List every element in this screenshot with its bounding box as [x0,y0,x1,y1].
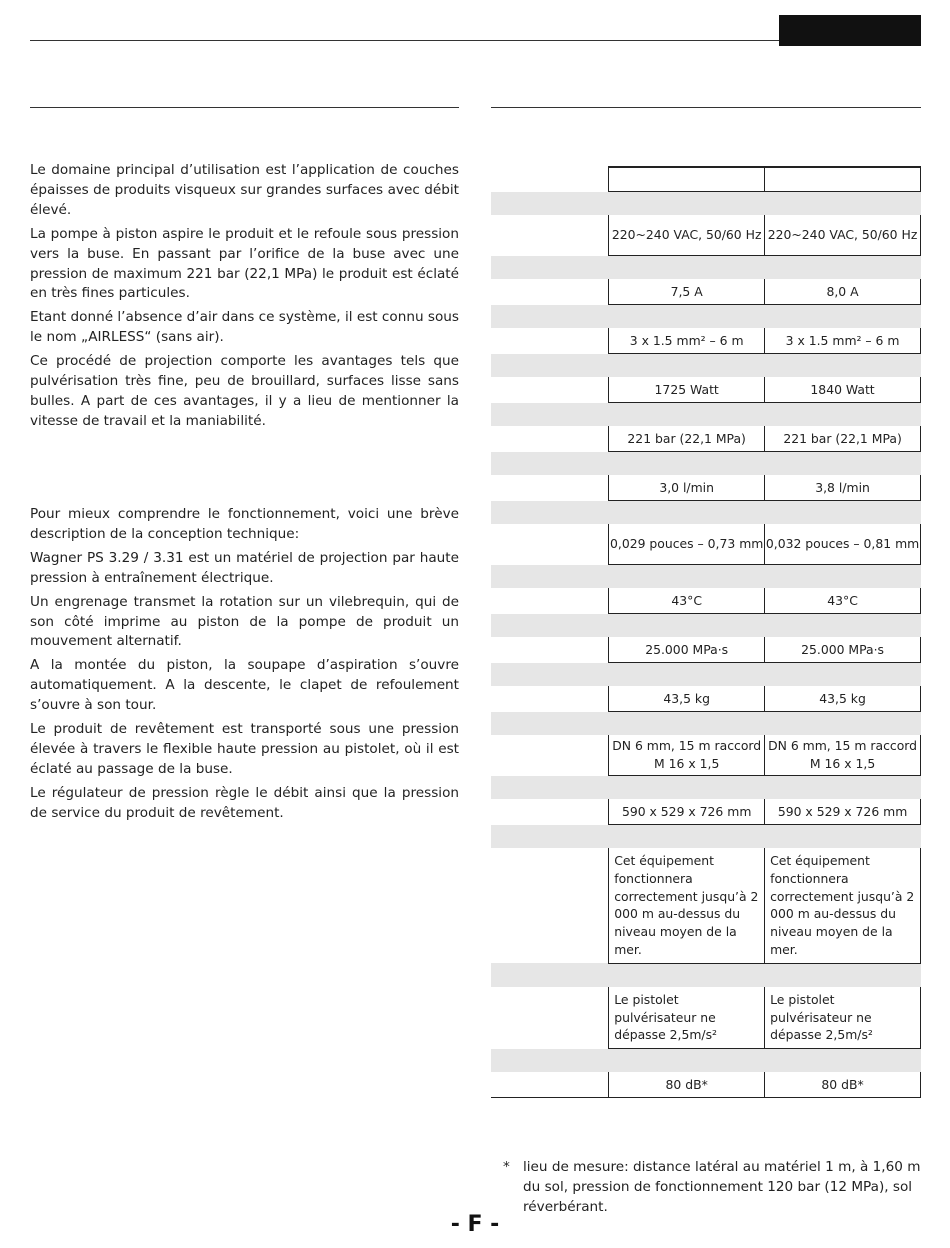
paragraph: Etant donné l’absence d’air dans ce système, il est connu sous le nom „AIRLESS“ (sans air). [30,309,459,346]
value-cell: 220~240 VAC, 50/60 Hz [765,215,921,256]
table-header-row [491,167,921,192]
paragraph: La pompe à piston aspire le produit et le refoule sous pression vers la buse. En passant par l’orifice de la buse avec une pression de maximum 221 bar (22,1 MPa) le produit est éclaté en très fines particules. [30,225,459,302]
paragraph: Wagner PS 3.29 / 3.31 est un matériel de projection par haute pression à entraînement électrique. [30,549,459,586]
value-cell: 1725 Watt [609,377,765,403]
value-cell: Le pistolet pulvérisateur ne dépasse 2,5m/s² [765,987,921,1049]
value-cell: 7,5 A [609,279,765,305]
paragraph: Le régulateur de pression règle le débit ainsi que la pression de service du produit de revêtement. [30,784,459,821]
table-row [491,377,921,403]
value-cell: 25.000 MPa·s [609,637,765,663]
table-row [491,475,921,501]
value-cell: Le pistolet pulvérisateur ne dépasse 2,5m/s² [609,987,765,1049]
table-row [491,1072,921,1098]
value-cell: 43,5 kg [765,686,921,712]
value-cell: 80 dB* [609,1072,765,1098]
table-row [491,848,921,963]
value-cell: 221 bar (22,1 MPa) [765,426,921,452]
label-band [491,403,921,427]
label-band [491,354,921,378]
label-band [491,614,921,638]
value-cell: 221 bar (22,1 MPa) [609,426,765,452]
paragraph: Ce procédé de projection comporte les avantages tels que pulvérisation très fine, peu de brouillard, surfaces lisse sans bulles. A part de ces avantages, il y a lieu de mentionner la vitesse de travail et la maniabilité. [30,353,459,429]
value-cell: 3 x 1.5 mm² – 6 m [765,328,921,354]
value-cell: 220~240 VAC, 50/60 Hz [609,215,765,256]
value-cell: 590 x 529 x 726 mm [765,799,921,825]
table-row [491,686,921,712]
table-row [491,215,921,256]
value-cell: 3,0 l/min [609,475,765,501]
table-row [491,588,921,614]
value-cell: 0,032 pouces – 0,81 mm [765,524,921,565]
table-row [491,426,921,452]
footnote [503,1158,921,1218]
paragraph: Le produit de revêtement est transporté sous une pression élevée à travers le flexible haute pression au pistolet, où il est éclaté au passage de la buse. [30,721,459,777]
value-cell: 8,0 A [765,279,921,305]
label-band [491,501,921,525]
table-row [491,637,921,663]
value-cell: 1840 Watt [765,377,921,403]
value-cell: 80 dB* [765,1072,921,1098]
value-cell: 3,8 l/min [765,475,921,501]
value-cell: 25.000 MPa·s [765,637,921,663]
application-section [30,161,459,436]
table-row [491,799,921,825]
model-header-cell [609,167,765,192]
label-band [491,452,921,476]
table-row [491,987,921,1049]
label-band [491,825,921,849]
technical-data-table [491,166,921,1098]
value-cell: 43°C [609,588,765,614]
paragraph: Un engrenage transmet la rotation sur un vilebrequin, qui de son côté imprime au piston de la pompe de produit un mouvement alternatif. [30,593,459,650]
paragraph: Pour mieux comprendre le fonctionnement, voici une brève description de la conception technique: [30,506,459,542]
label-band [491,565,921,589]
label-band [491,963,921,987]
header-rule [30,40,780,41]
footnote-text: lieu de mesure: distance latéral au matériel 1 m, à 1,60 m du sol, pression de fonctionnement 120 bar (12 MPa), sol réverbérant. [523,1159,921,1215]
section-rule-left [30,107,459,108]
label-band [491,1049,921,1073]
value-cell: 3 x 1.5 mm² – 6 m [609,328,765,354]
label-band [491,712,921,736]
value-cell: 0,029 pouces – 0,73 mm [609,524,765,565]
value-cell: DN 6 mm, 15 m raccord M 16 x 1,5 [765,735,921,776]
paragraph: A la montée du piston, la soupape d’aspiration s’ouvre automatiquement. A la descente, le clapet de refoulement s’ouvre à son tour. [30,657,459,714]
value-cell: DN 6 mm, 15 m raccord M 16 x 1,5 [609,735,765,776]
label-band [491,256,921,280]
label-band [491,192,921,216]
language-tab [779,15,921,46]
page-number: - F - [450,1212,500,1237]
section-rule-right [491,107,921,108]
value-cell: Cet équipement fonctionnera correctement jusqu’à 2 000 m au-dessus du niveau moyen de la mer. [609,848,765,963]
function-section [30,505,459,828]
value-cell: Cet équipement fonctionnera correctement jusqu’à 2 000 m au-dessus du niveau moyen de la mer. [765,848,921,963]
value-cell: 43°C [765,588,921,614]
table-row [491,524,921,565]
label-band [491,776,921,800]
model-header-cell [765,167,921,192]
footnote-marker: * [503,1159,510,1175]
table-row [491,328,921,354]
value-cell: 590 x 529 x 726 mm [609,799,765,825]
paragraph: Le domaine principal d’utilisation est l’application de couches épaisses de produits visqueux sur grandes surfaces avec débit élevé. [30,162,459,218]
table-row [491,735,921,776]
value-cell: 43,5 kg [609,686,765,712]
table-row [491,279,921,305]
label-band [491,663,921,687]
label-band [491,305,921,329]
